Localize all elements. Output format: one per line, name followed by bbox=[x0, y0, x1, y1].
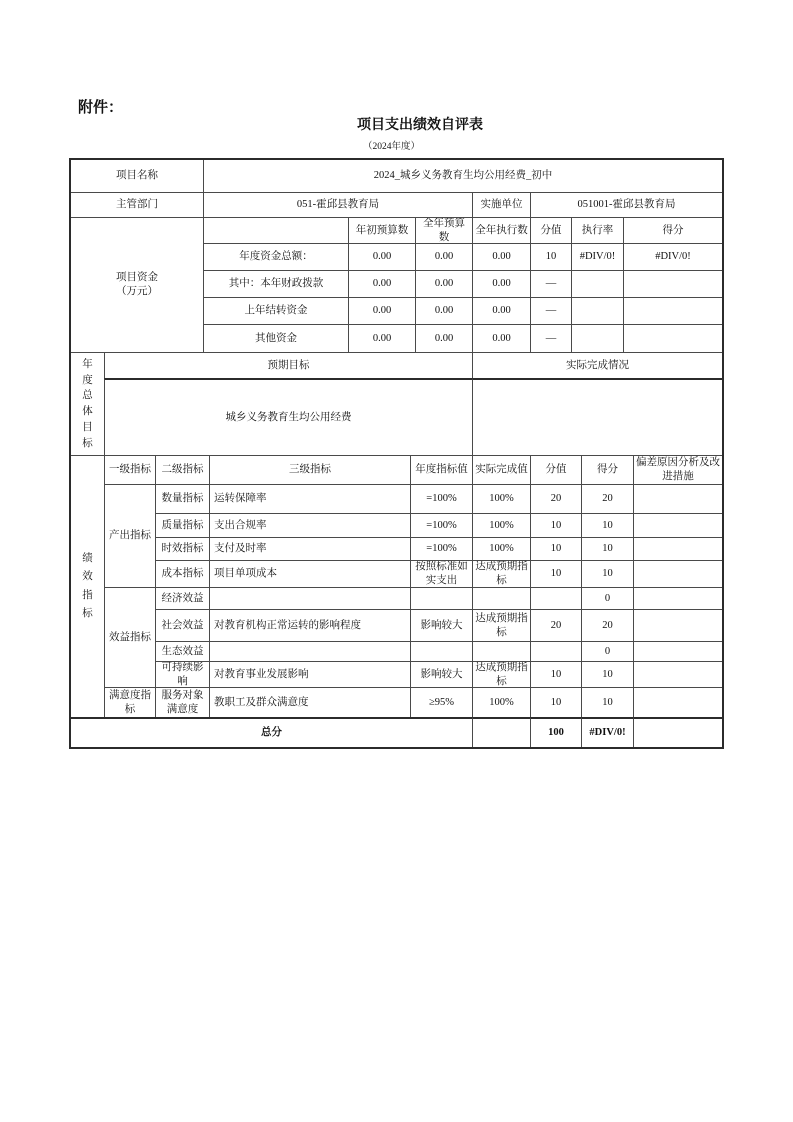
indicator-level2: 成本指标 bbox=[155, 560, 209, 587]
indicator-target: =100% bbox=[410, 537, 472, 560]
indicator-deviation bbox=[633, 641, 722, 661]
indicator-name: 项目单项成本 bbox=[209, 560, 410, 587]
funding-header-annual-budget: 全年预算数 bbox=[415, 217, 472, 243]
funding-header-points: 得分 bbox=[623, 217, 722, 243]
department-value: 051-霍邱县教育局 bbox=[203, 192, 472, 217]
indicator-group-benefit: 效益指标 bbox=[104, 587, 155, 687]
expected-goal-value: 城乡义务教育生均公用经费 bbox=[104, 378, 472, 455]
funding-cell: 0.00 bbox=[348, 243, 415, 270]
indicator-header-target: 年度指标值 bbox=[410, 455, 472, 484]
indicator-group-satisfaction: 满意度指标 bbox=[104, 687, 155, 717]
indicator-level2: 服务对象满意度 bbox=[155, 687, 209, 717]
indicator-header-deviation: 偏差原因分析及改进措施 bbox=[633, 455, 722, 484]
funding-side-label-text: 项目资金（万元） bbox=[116, 272, 158, 297]
total-points: #DIV/0! bbox=[581, 717, 633, 747]
indicator-target bbox=[410, 587, 472, 609]
funding-cell: 0.00 bbox=[415, 270, 472, 297]
funding-cell bbox=[571, 270, 623, 297]
self-evaluation-table bbox=[69, 158, 724, 749]
indicator-score: 20 bbox=[530, 609, 581, 641]
indicator-group-output: 产出指标 bbox=[104, 484, 155, 587]
funding-cell: 0.00 bbox=[472, 243, 530, 270]
unit-value: 051001-霍邱县教育局 bbox=[530, 192, 722, 217]
indicator-actual: 100% bbox=[472, 537, 530, 560]
funding-row-label: 其他资金 bbox=[203, 324, 348, 352]
funding-cell: — bbox=[530, 324, 571, 352]
indicator-target: =100% bbox=[410, 513, 472, 537]
indicator-score bbox=[530, 587, 581, 609]
indicator-header-level1: 一级指标 bbox=[104, 455, 155, 484]
indicator-deviation bbox=[633, 661, 722, 687]
indicator-level2: 数量指标 bbox=[155, 484, 209, 513]
indicators-side-label bbox=[71, 455, 104, 717]
funding-cell: — bbox=[530, 270, 571, 297]
indicator-score: 10 bbox=[530, 661, 581, 687]
indicator-deviation bbox=[633, 687, 722, 717]
indicator-points: 10 bbox=[581, 560, 633, 587]
funding-cell: 10 bbox=[530, 243, 571, 270]
indicator-target: ≥95% bbox=[410, 687, 472, 717]
funding-cell: #DIV/0! bbox=[623, 243, 722, 270]
total-label: 总分 bbox=[71, 717, 472, 747]
actual-goal-header: 实际完成情况 bbox=[472, 352, 722, 378]
indicator-score: 10 bbox=[530, 687, 581, 717]
indicator-points: 0 bbox=[581, 587, 633, 609]
indicator-points: 20 bbox=[581, 609, 633, 641]
indicator-deviation bbox=[633, 513, 722, 537]
indicator-header-actual: 实际完成值 bbox=[472, 455, 530, 484]
indicator-name: 支出合规率 bbox=[209, 513, 410, 537]
indicator-level2: 时效指标 bbox=[155, 537, 209, 560]
indicator-level2: 生态效益 bbox=[155, 641, 209, 661]
indicator-level2: 质量指标 bbox=[155, 513, 209, 537]
indicator-level2: 可持续影响 bbox=[155, 661, 209, 687]
indicator-header-points: 得分 bbox=[581, 455, 633, 484]
indicator-target: 按照标准如实支出 bbox=[410, 560, 472, 587]
funding-cell: 0.00 bbox=[472, 297, 530, 324]
total-blank bbox=[472, 717, 530, 747]
indicator-actual bbox=[472, 587, 530, 609]
total-deviation bbox=[633, 717, 722, 747]
indicator-name: 运转保障率 bbox=[209, 484, 410, 513]
indicator-deviation bbox=[633, 587, 722, 609]
indicator-target: 影响较大 bbox=[410, 609, 472, 641]
funding-header-initial-budget: 年初预算数 bbox=[348, 217, 415, 243]
funding-header-score: 分值 bbox=[530, 217, 571, 243]
funding-side-label bbox=[71, 217, 203, 352]
funding-cell: 0.00 bbox=[472, 270, 530, 297]
funding-cell bbox=[571, 324, 623, 352]
indicator-score: 10 bbox=[530, 537, 581, 560]
indicator-deviation bbox=[633, 537, 722, 560]
funding-cell bbox=[571, 297, 623, 324]
project-name-label: 项目名称 bbox=[116, 170, 158, 182]
total-score: 100 bbox=[530, 717, 581, 747]
indicator-points: 10 bbox=[581, 537, 633, 560]
indicator-target: =100% bbox=[410, 484, 472, 513]
funding-cell: 0.00 bbox=[348, 270, 415, 297]
indicator-score bbox=[530, 641, 581, 661]
indicator-points: 10 bbox=[581, 661, 633, 687]
indicator-target bbox=[410, 641, 472, 661]
funding-cell: 0.00 bbox=[348, 324, 415, 352]
annual-goal-side-text: 年度总体目标 bbox=[82, 358, 93, 449]
funding-header-exec-rate: 执行率 bbox=[571, 217, 623, 243]
funding-cell: 0.00 bbox=[415, 297, 472, 324]
funding-cell bbox=[623, 324, 722, 352]
indicator-points: 20 bbox=[581, 484, 633, 513]
attachment-label: 附件： bbox=[78, 100, 124, 116]
funding-cell: 0.00 bbox=[415, 324, 472, 352]
indicator-actual: 达成预期指标 bbox=[472, 661, 530, 687]
indicator-actual bbox=[472, 641, 530, 661]
expected-goal-header: 预期目标 bbox=[104, 352, 472, 378]
funding-cell bbox=[623, 270, 722, 297]
indicator-actual: 100% bbox=[472, 687, 530, 717]
indicator-deviation bbox=[633, 560, 722, 587]
indicator-name: 对教育事业发展影响 bbox=[209, 661, 410, 687]
indicator-score: 20 bbox=[530, 484, 581, 513]
indicator-target: 影响较大 bbox=[410, 661, 472, 687]
funding-subheader-empty bbox=[203, 217, 348, 243]
page-title: 项目支出绩效自评表 bbox=[357, 118, 483, 133]
indicator-level2: 经济效益 bbox=[155, 587, 209, 609]
indicator-actual: 100% bbox=[472, 513, 530, 537]
indicator-actual: 达成预期指标 bbox=[472, 609, 530, 641]
funding-cell: 0.00 bbox=[348, 297, 415, 324]
funding-cell: 0.00 bbox=[415, 243, 472, 270]
indicator-header-score: 分值 bbox=[530, 455, 581, 484]
indicator-actual: 100% bbox=[472, 484, 530, 513]
indicator-deviation bbox=[633, 484, 722, 513]
indicator-name bbox=[209, 641, 410, 661]
funding-cell bbox=[623, 297, 722, 324]
indicator-name: 支付及时率 bbox=[209, 537, 410, 560]
indicator-points: 10 bbox=[581, 513, 633, 537]
indicator-deviation bbox=[633, 609, 722, 641]
actual-goal-value bbox=[472, 378, 722, 455]
indicator-header-level3: 三级指标 bbox=[209, 455, 410, 484]
funding-cell: — bbox=[530, 297, 571, 324]
funding-row-label: 上年结转资金 bbox=[203, 297, 348, 324]
page-subtitle: （2024年度） bbox=[363, 142, 421, 152]
funding-row-label: 其中：本年财政拨款 bbox=[203, 270, 348, 297]
indicator-header-level2: 二级指标 bbox=[155, 455, 209, 484]
indicator-points: 0 bbox=[581, 641, 633, 661]
indicator-name bbox=[209, 587, 410, 609]
indicator-actual: 达成预期指标 bbox=[472, 560, 530, 587]
funding-header-executed: 全年执行数 bbox=[472, 217, 530, 243]
funding-row-label: 年度资金总额： bbox=[203, 243, 348, 270]
project-name-value: 2024_城乡义务教育生均公用经费_初中 bbox=[203, 160, 722, 192]
department-label: 主管部门 bbox=[71, 192, 203, 217]
unit-label: 实施单位 bbox=[472, 192, 530, 217]
indicator-points: 10 bbox=[581, 687, 633, 717]
funding-cell: #DIV/0! bbox=[571, 243, 623, 270]
indicator-score: 10 bbox=[530, 560, 581, 587]
annual-goal-side-label bbox=[71, 352, 104, 455]
indicator-name: 对教育机构正常运转的影响程度 bbox=[209, 609, 410, 641]
indicator-level2: 社会效益 bbox=[155, 609, 209, 641]
indicators-side-text: 绩效指标 bbox=[82, 552, 93, 619]
indicator-name: 教职工及群众满意度 bbox=[209, 687, 410, 717]
funding-cell: 0.00 bbox=[472, 324, 530, 352]
indicator-score: 10 bbox=[530, 513, 581, 537]
